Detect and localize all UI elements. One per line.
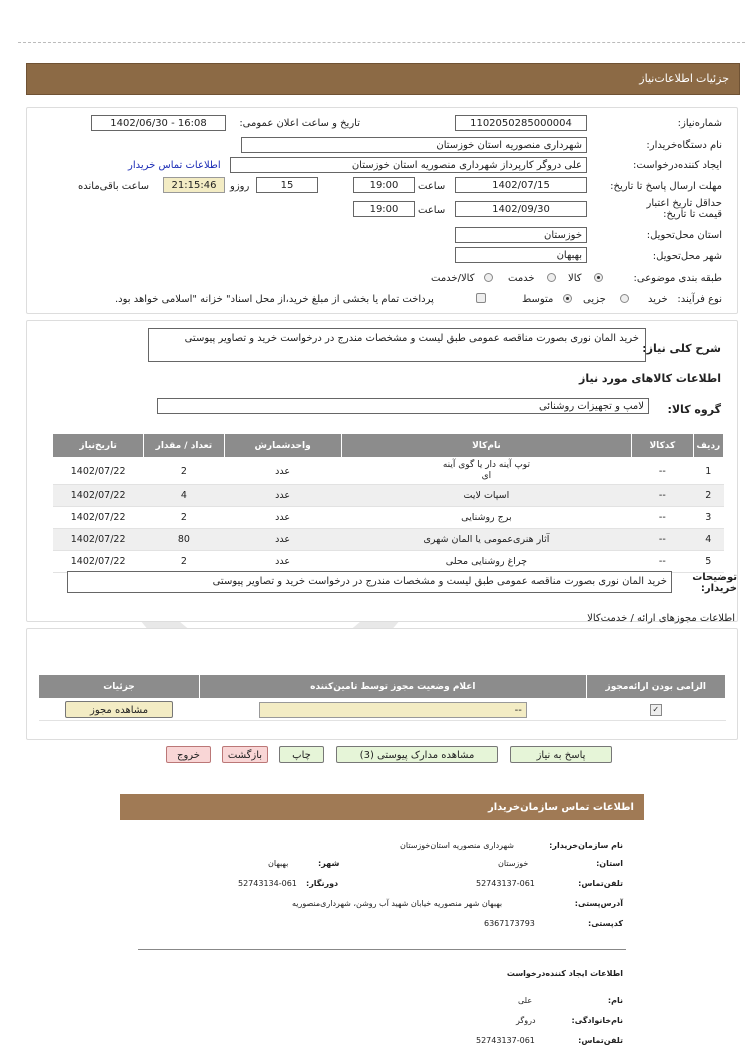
cell-qty: 4 <box>144 485 224 507</box>
contact-org-value: شهرداری منصوریه استان‌خوزستان <box>400 841 514 850</box>
table-row <box>53 529 724 551</box>
view-permit-button[interactable]: مشاهده مجوز <box>65 701 173 718</box>
deadline-date-field: 1402/07/15 <box>455 177 587 193</box>
cell-row: 4 <box>693 529 723 551</box>
contact-address-label: آدرس‌پستی: <box>574 899 623 908</box>
permit-required-cell <box>586 699 725 721</box>
validity-time-label: ساعت <box>418 205 446 216</box>
process-small-radio[interactable] <box>620 294 629 303</box>
table-row <box>53 551 724 573</box>
deadline-label: مهلت ارسال پاسخ تا تاریخ: <box>610 181 722 192</box>
category-service-radio[interactable] <box>547 273 556 282</box>
tab-details[interactable]: جزئیات <box>696 72 729 85</box>
announce-date-label: تاریخ و ساعت اعلان عمومی: <box>239 118 360 129</box>
creator-phone-label: تلفن‌تماس: <box>578 1036 623 1045</box>
province-label: استان محل‌تحویل: <box>646 230 722 241</box>
cell-qty: 2 <box>144 458 224 485</box>
category-service-text: خدمت <box>508 273 535 284</box>
back-button[interactable]: بازگشت <box>222 746 268 763</box>
table-row <box>39 699 726 721</box>
validity-time-field: 19:00 <box>353 201 415 217</box>
need-number-label: شماره‌نیاز: <box>677 118 722 129</box>
creator-family-label: نام‌خانوادگی: <box>571 1016 623 1025</box>
cell-unit: عدد <box>224 529 341 551</box>
cell-date: 1402/07/22 <box>53 507 144 529</box>
goods-info-heading: اطلاعات کالاهای مورد نیاز <box>579 372 721 385</box>
col-row: ردیف <box>693 434 723 458</box>
contact-phone-label: تلفن‌تماس: <box>578 879 623 888</box>
cell-name: چراغ روشنایی محلی <box>341 551 631 573</box>
permits-table <box>38 674 726 721</box>
deadline-time-label: ساعت <box>418 181 446 192</box>
permit-status-field[interactable]: -- <box>259 702 527 718</box>
cell-qty: 80 <box>144 529 224 551</box>
category-both-text: کالا/خدمت <box>431 273 475 284</box>
city-field: بهبهان <box>455 247 587 263</box>
cell-unit: عدد <box>224 485 341 507</box>
cell-date: 1402/07/22 <box>53 551 144 573</box>
items-table <box>52 433 724 573</box>
contact-province-label: استان: <box>596 859 623 868</box>
reply-button[interactable]: پاسخ به نیاز <box>510 746 612 763</box>
category-goods-text: کالا <box>568 273 582 284</box>
permit-required-checkbox[interactable]: ✓ <box>650 704 662 716</box>
validity-date-field: 1402/09/30 <box>455 201 587 217</box>
process-medium-radio[interactable] <box>563 294 572 303</box>
col-permit-status: اعلام وضعیت مجوز توسط تامین‌کننده <box>200 675 587 699</box>
cell-date: 1402/07/22 <box>53 458 144 485</box>
tab-need-info[interactable]: اطلاعات‌نیاز <box>639 72 693 85</box>
top-divider <box>18 42 745 43</box>
contact-city-value: بهبهان <box>268 859 289 868</box>
attachments-button[interactable]: مشاهده مدارک پیوستی (3) <box>336 746 498 763</box>
contact-title: اطلاعات تماس سازمان‌خریدار <box>487 802 634 813</box>
cell-name: توپ آینه دار یا گوی آینه ای <box>341 458 631 485</box>
buyer-name-label: نام دستگاه‌خریدار: <box>646 140 722 151</box>
creator-label: ایجاد کننده‌درخواست: <box>633 160 722 171</box>
process-medium-text: متوسط <box>522 294 554 305</box>
contact-city-label: شهر: <box>318 859 340 868</box>
validity-label: حداقل تاریخ اعتبار قیمت تا تاریخ: <box>646 198 722 220</box>
permit-status-cell <box>200 699 587 721</box>
table-row <box>53 458 724 485</box>
cell-code: -- <box>632 551 693 573</box>
contact-province-value: خوزستان <box>498 859 529 868</box>
contact-fax-value: 52743134-061 <box>238 879 297 888</box>
contact-address-value: بهبهان شهر منصوریه خیابان شهید آب روشن، شهرداری‌منصوریه <box>292 899 503 908</box>
buyer-contact-link[interactable]: اطلاعات تماس خریدار <box>128 160 221 171</box>
contact-postal-value: 6367173793 <box>484 919 535 928</box>
cell-code: -- <box>632 485 693 507</box>
treasury-payment-checkbox[interactable] <box>476 293 486 303</box>
cell-date: 1402/07/22 <box>53 485 144 507</box>
print-button[interactable]: چاپ <box>279 746 324 763</box>
general-desc-label: شرح کلی نیاز: <box>642 342 721 355</box>
col-qty: تعداد / مقدار <box>144 434 224 458</box>
process-buy-text: خرید <box>648 294 668 305</box>
col-code: کدکالا <box>632 434 693 458</box>
remaining-time-label: ساعت باقی‌مانده <box>78 181 150 192</box>
creator-field: علی دروگر کارپرداز شهرداری منصوریه استان خوزستان <box>230 157 587 173</box>
permits-title: اطلاعات مجوزهای ارائه / خدمت‌کالا <box>587 613 735 624</box>
table-row <box>53 485 724 507</box>
category-label: طبقه بندی موضوعی: <box>633 273 722 284</box>
contact-fax-label: دورنگار: <box>306 879 339 888</box>
days-remaining-field: 15 <box>256 177 318 193</box>
cell-row: 1 <box>693 458 723 485</box>
creator-name-value: علی <box>518 996 533 1005</box>
cell-row: 2 <box>693 485 723 507</box>
process-small-text: جزیی <box>583 294 606 305</box>
cell-row: 3 <box>693 507 723 529</box>
cell-unit: عدد <box>224 458 341 485</box>
contact-phone-value: 52743137-061 <box>476 879 535 888</box>
creator-info-title: اطلاعات ایجاد کننده‌درخواست <box>506 969 623 978</box>
page-title-bar <box>26 63 740 95</box>
exit-button[interactable]: خروج <box>166 746 211 763</box>
process-label: نوع فرآیند: <box>677 294 722 305</box>
creator-name-label: نام: <box>607 996 623 1005</box>
cell-code: -- <box>632 529 693 551</box>
general-desc-field: خرید المان نوری بصورت مناقصه عمومی طبق لیست و مشخصات مندرج در درخواست خرید و تصاویر پیوستی <box>148 328 646 362</box>
cell-unit: عدد <box>224 551 341 573</box>
announce-date-field: 1402/06/30 - 16:08 <box>91 115 226 131</box>
cell-code: -- <box>632 507 693 529</box>
cell-qty: 2 <box>144 507 224 529</box>
cell-code: -- <box>632 458 693 485</box>
remaining-time-field: 21:15:46 <box>163 177 225 193</box>
table-row <box>53 507 724 529</box>
permit-details-cell <box>39 699 200 721</box>
treasury-payment-note: پرداخت تمام یا بخشی از مبلغ خرید،از محل اسناد" خزانه "اسلامی خواهد بود. <box>115 294 434 305</box>
cell-date: 1402/07/22 <box>53 529 144 551</box>
cell-row: 5 <box>693 551 723 573</box>
category-both-radio[interactable] <box>484 273 493 282</box>
contact-postal-label: کد‌پستی: <box>588 919 623 928</box>
col-unit: واحدشمارش <box>224 434 341 458</box>
deadline-time-field: 19:00 <box>353 177 415 193</box>
cell-unit: عدد <box>224 507 341 529</box>
creator-family-value: دروگر <box>516 1016 536 1025</box>
contact-header <box>120 794 644 820</box>
category-goods-radio[interactable] <box>594 273 603 282</box>
buyer-name-field: شهرداری منصوریه استان خوزستان <box>241 137 587 153</box>
days-label: روزو <box>230 181 250 192</box>
col-permit-required: الزامی بودن ارائه‌مجوز <box>586 675 725 699</box>
cell-qty: 2 <box>144 551 224 573</box>
cell-name: آثار هنری‌عمومی یا المان شهری <box>341 529 631 551</box>
goods-group-field: لامپ و تجهیزات روشنائی <box>157 398 649 414</box>
contact-org-label: نام سازمان‌خریدار: <box>549 841 623 850</box>
cell-name: اسپات لایت <box>341 485 631 507</box>
buyer-notes-label: توضیحات خریدار: <box>692 572 737 594</box>
cell-name: برج روشنایی <box>341 507 631 529</box>
contact-divider <box>138 949 626 950</box>
col-name: نام‌کالا <box>341 434 631 458</box>
creator-phone-value: 52743137-061 <box>476 1036 535 1045</box>
col-permit-details: جزئیات <box>39 675 200 699</box>
province-field: خوزستان <box>455 227 587 243</box>
col-date: تاریخ‌نیاز <box>53 434 144 458</box>
goods-group-label: گروه کالا: <box>667 403 721 416</box>
items-table-header <box>53 434 724 458</box>
need-number-field: 1102050285000004 <box>455 115 587 131</box>
city-label: شهر محل‌تحویل: <box>652 251 722 262</box>
permits-table-header <box>39 675 726 699</box>
buyer-notes-field: خرید المان نوری بصورت مناقصه عمومی طبق لیست و مشخصات مندرج در درخواست خرید و تصاویر پیوستی <box>67 571 672 593</box>
